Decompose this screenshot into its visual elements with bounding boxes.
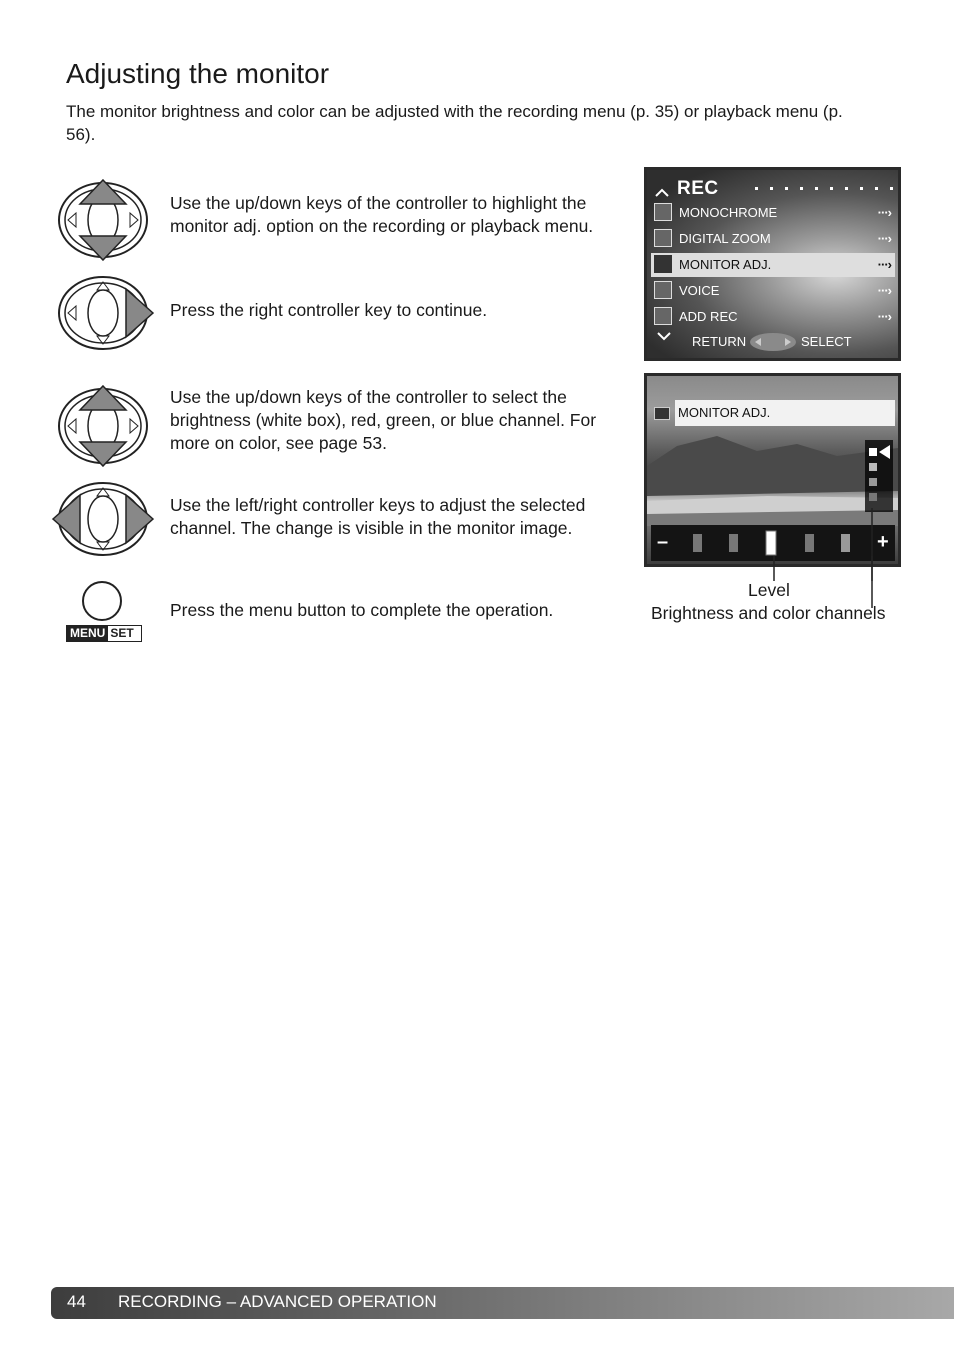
monitor-adj-screen (644, 373, 901, 567)
digital-zoom-icon (654, 229, 672, 247)
page-title: Adjusting the monitor (66, 58, 330, 89)
rec-menu-item-label: MONITOR ADJ. (679, 257, 772, 272)
footer-bar (51, 1287, 954, 1319)
submenu-arrow-icon: ···› (877, 257, 891, 272)
menu-set-button-icon (66, 580, 142, 644)
channel-red-box (869, 463, 877, 471)
step-5-text: Press the menu button to complete the operation. (170, 600, 554, 620)
rec-menu-item-digital-zoom[interactable] (651, 227, 895, 251)
menu-button-circle-icon (66, 580, 142, 624)
step-3-text: Use the up/down keys of the controller to select the brightness (white box), red, green, or blue channel. For more on color, see page 53. (170, 387, 597, 453)
menu-set-label (66, 625, 142, 642)
level-minus-icon: – (657, 531, 669, 553)
rec-menu-item-label: DIGITAL ZOOM (679, 231, 771, 246)
rec-menu-footer (647, 330, 898, 352)
voice-icon (654, 281, 672, 299)
menu-tab-dots (755, 186, 900, 192)
left-right-key-icon (749, 332, 797, 352)
channel-green-box (869, 478, 877, 486)
rec-menu-item-label: VOICE (679, 283, 720, 298)
monochrome-icon (654, 203, 672, 221)
selected-channel-pointer-icon (879, 445, 890, 459)
page-number: 44 (67, 1292, 86, 1311)
controller-right-icon (56, 272, 156, 354)
set-label: SET (110, 626, 134, 640)
channel-leader-line (866, 508, 878, 608)
scroll-up-icon (655, 188, 669, 198)
channel-selector[interactable] (865, 440, 893, 512)
scroll-down-icon (657, 331, 671, 341)
rec-menu-title: REC (677, 178, 719, 199)
step-1-text: Use the up/down keys of the controller to highlight the monitor adj. option on the recording or playback menu. (170, 193, 594, 236)
menu-label: MENU (67, 626, 108, 641)
step-2-text: Press the right controller key to continue. (170, 300, 488, 320)
controller-left-right-icon (50, 478, 156, 560)
level-plus-icon: + (877, 531, 889, 553)
rec-menu-item-voice[interactable] (651, 279, 895, 303)
select-label: SELECT (801, 334, 852, 349)
add-rec-icon (654, 307, 672, 325)
monitor-adj-icon (654, 255, 672, 273)
intro-paragraph: The monitor brightness and color can be adjusted with the recording menu (p. 35) or playback menu (p. 56). (66, 102, 843, 144)
rec-menu-item-add-rec[interactable] (651, 305, 895, 329)
monitor-adj-icon (654, 407, 670, 420)
section-title: RECORDING – ADVANCED OPERATION (118, 1292, 437, 1311)
callout-leader-lines (760, 556, 880, 582)
submenu-arrow-icon: ···› (877, 231, 891, 246)
callout-channels: Brightness and color channels (651, 603, 886, 623)
rec-menu-item-monitor-adj[interactable] (651, 253, 895, 277)
rec-menu-item-monochrome[interactable] (651, 201, 895, 225)
channel-blue-box (869, 493, 877, 501)
step-4-text: Use the left/right controller keys to adjust the selected channel. The change is visible in the monitor image. (170, 495, 586, 538)
rec-menu-screen (644, 167, 901, 361)
monitor-adj-title-bar (675, 400, 895, 426)
level-ticks (689, 529, 859, 557)
channel-boxes (865, 440, 893, 512)
callout-level: Level (748, 580, 790, 600)
monitor-adj-title: MONITOR ADJ. (678, 405, 771, 420)
submenu-arrow-icon: ···› (877, 283, 891, 298)
controller-up-down-icon (56, 384, 152, 470)
rec-menu-item-label: ADD REC (679, 309, 738, 324)
controller-up-down-icon (56, 178, 152, 264)
submenu-arrow-icon: ···› (877, 309, 891, 324)
return-label: RETURN (692, 334, 747, 349)
submenu-arrow-icon: ···› (877, 205, 891, 220)
channel-brightness-box (869, 448, 877, 456)
rec-menu-item-label: MONOCHROME (679, 205, 778, 220)
